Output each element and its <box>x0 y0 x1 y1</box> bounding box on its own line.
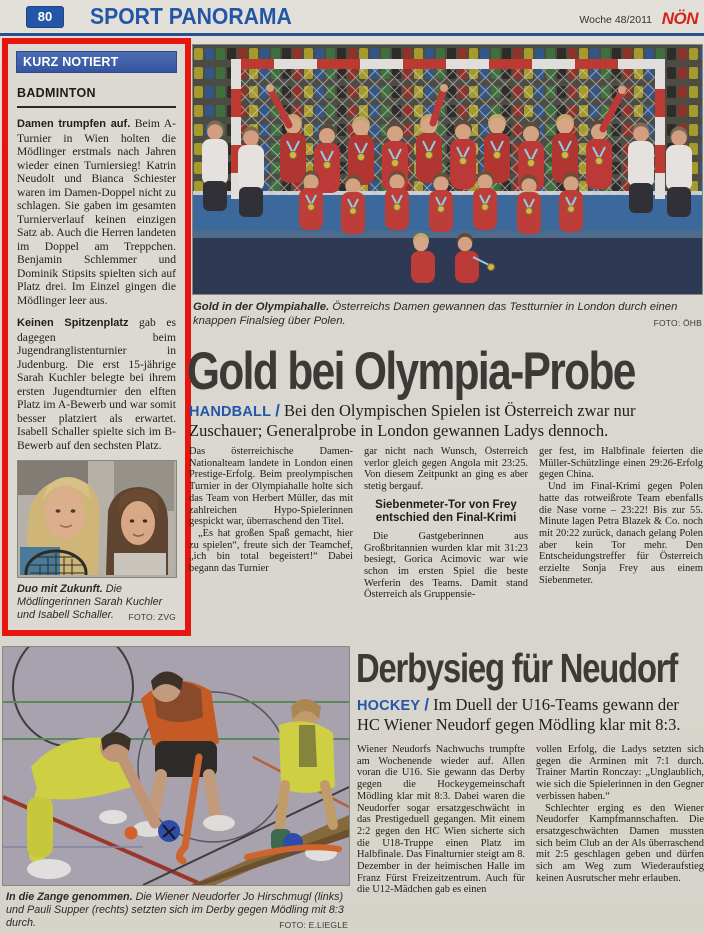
paragraph-1-lead: Damen trumpfen auf. <box>17 118 131 130</box>
handball-team-photo-art <box>193 45 702 294</box>
body-paragraph: Wiener Neudorfs Nachwuchs trumpfte am Wochenende wieder auf. Allen voran die U16. Sie gewann das Derby gegen die Hockeygemeinschaft Mödling klar mit 8:3. Dabei waren die Neudorfer sogar ersatzgeschwächt in das Prestigeduell gegangen. Mit einem 2:2 gegen den HC Wien sicherte sich die U18-Truppe einen Platz im Halbfinale. Das Finalturnier steigt am 8. Dezember in der heimischen Halle im Franz Fürst Freizeitzentrum. Auch für die U12-Mädchen gab es einen <box>357 744 525 896</box>
paragraph-2-lead: Keinen Spitzenplatz <box>17 317 129 329</box>
handball-column-3 <box>539 446 703 624</box>
badminton-paragraph-2: Keinen Spitzenplatz gab es dagegen beim Jugendranglistenturnier in Judenburg. Die erst 15-jährige Sarah Kuchler belegte bei ihrem ersten Jugendturnier den elften Platz im A-Bewerb und war somit besser platziert als erwartet. Isabell Schaller spielte sich im B-Bewerb auf den sechsten Platz. <box>17 316 176 452</box>
section-title: SPORT PANORAMA <box>90 3 292 29</box>
body-paragraph: Schlechter erging es den Wiener Neudorfer Kampfmannschaften. Die ersatzgeschwächten Damen mussten sich beim Club an der Als überraschend mit 2:5 geschlagen geben und dürfen sich am Weg zum Wiederaufstieg keinen Ausrutscher mehr erlauben. <box>536 802 704 884</box>
hockey-column-2 <box>536 744 704 932</box>
kicker-separator: / <box>424 696 429 714</box>
photo-credit: FOTO: ÖHB <box>653 317 702 328</box>
handball-column-1 <box>189 446 353 624</box>
handball-kicker: HANDBALL <box>189 404 272 420</box>
photo-credit: FOTO: ZVG <box>128 612 176 622</box>
hockey-action-photo-art <box>3 647 349 885</box>
page-header <box>0 0 704 36</box>
badminton-heading: BADMINTON <box>17 86 176 108</box>
body-paragraph: Die Gastgeberinnen aus Großbritannien wurden klar mit 31:23 besiegt, Gorica Acimovic war wie schon im ersten Spiel die beste Werferin des Teams. Damit stand Österreich als Gruppensie- <box>364 530 528 601</box>
badminton-photo-caption: Duo mit Zukunft. Die Mödlingerinnen Sarah Kuchler und Isabell Schaller. FOTO: ZVG <box>17 583 176 622</box>
newspaper-logo: NÖN <box>661 9 698 28</box>
hockey-body-columns <box>357 744 704 932</box>
hockey-headline: Derbysieg für Neudorf <box>356 645 678 691</box>
badminton-paragraph-1: Damen trumpfen auf. Beim A-Turnier in Wien holten die Mödlinger erstmals nach Jahren wieder einen Turniersieg! Katrin Neudolt und Bianca Schiester waren im Damen-Doppel nicht zu schlagen. Sie gaben im gesamten Turnierverlauf keinen einzigen Satz ab. Auch die Herren landeten im Doppel am Treppchen. Benjamin Schlemmer und Dominik Stipsits spielten sich auf Platz drei. Im Einzel gingen die Mödlinger leer aus. <box>17 117 176 307</box>
badminton-duo-photo-art <box>18 461 174 575</box>
hockey-photo-caption: In die Zange genommen. Die Wiener Neudorfer Jo Hirschmugl (links) und Pauli Supper (rechts) setzten sich im Derby gegen Mödling mit 8:3 durch. FOTO: E.LIEGLE <box>6 891 348 930</box>
handball-crosshead: Siebenmeter-Tor von Frey entschied den Final-Krimi <box>375 498 517 524</box>
handball-subhead: HANDBALL / Bei den Olympischen Spielen ist Österreich zwar nur Zuschauer; Generalprobe in London gewannen Ladys dennoch. <box>189 401 636 440</box>
hockey-kicker: HOCKEY <box>357 698 421 714</box>
caption-lead: Gold in der Olympiahalle. <box>193 301 330 313</box>
handball-body-columns <box>189 446 704 624</box>
body-paragraph: Und im Final-Krimi gegen Polen hatte das rotweißrote Team ebenfalls die Nase vorne – 23:22! Bis zur 55. Minute lagen Petra Blazek & Co. noch mit 20:22 zurück, danach gelang Polen aber kein Tor mehr. Den Entscheidungstreffer für Österreich erzielte Sonja Frey aus einem Siebenmeter. <box>539 481 703 586</box>
body-paragraph: Das österreichische Damen-Nationalteam landete in London einen Prestige-Erfolg. Beim preolympischen Turnier in der Olympiahalle holte sich das Team von Herbert Müller, das mit zahlreichen Hypo-Spielerinnen gespickt war, überraschend den Titel. <box>189 446 353 528</box>
header-rule <box>0 33 704 36</box>
handball-column-2 <box>364 446 528 624</box>
hockey-column-1 <box>357 744 525 932</box>
kurz-notiert-highlight-box <box>2 38 191 636</box>
body-paragraph: gar nicht nach Wunsch, Österreich verlor gleich gegen Angola mit 23:25. Von diesem Zeitpunkt an ging es aber stetig bergauf. <box>364 446 528 493</box>
body-paragraph: ger fest, im Halbfinale feierten die Müller-Schützlinge einen 29:26-Erfolg gegen China. <box>539 446 703 481</box>
hockey-action-photo <box>2 646 350 886</box>
kicker-separator: / <box>275 402 280 420</box>
kurz-notiert-bar: KURZ NOTIERT <box>17 52 176 72</box>
caption-lead: Duo mit Zukunft. <box>17 583 103 595</box>
photo-credit: FOTO: E.LIEGLE <box>279 920 348 930</box>
handball-photo-caption: Gold in der Olympiahalle. Österreichs Damen gewannen das Testturnier in London durch einen knappen Finalsieg über Polen. FOTO: ÖHB <box>193 301 702 330</box>
page-number-badge: 80 <box>27 7 63 27</box>
handball-headline: Gold bei Olympia-Probe <box>187 342 635 401</box>
handball-team-photo <box>192 44 703 295</box>
body-paragraph: vollen Erfolg, die Ladys setzten sich gegen die Arminen mit 7:1 durch. Trainer Martin Ronczay: „Unglaublich, wie sich die Spielerinnen in den Gegner verbissen haben.“ <box>536 744 704 802</box>
body-paragraph: „Es hat großen Spaß gemacht, hier zu spielen“, freute sich der Teamchef, „ich bin total begeistert!“ Dabei begann das Turnier <box>189 527 353 575</box>
hockey-subhead: HOCKEY / Im Duell der U16-Teams gewann der HC Wiener Neudorf gegen Mödling klar mit 8:3. <box>357 695 681 734</box>
issue-label: Woche 48/2011 <box>579 14 652 26</box>
caption-lead: In die Zange genommen. <box>6 891 133 903</box>
badminton-duo-photo <box>17 460 177 578</box>
